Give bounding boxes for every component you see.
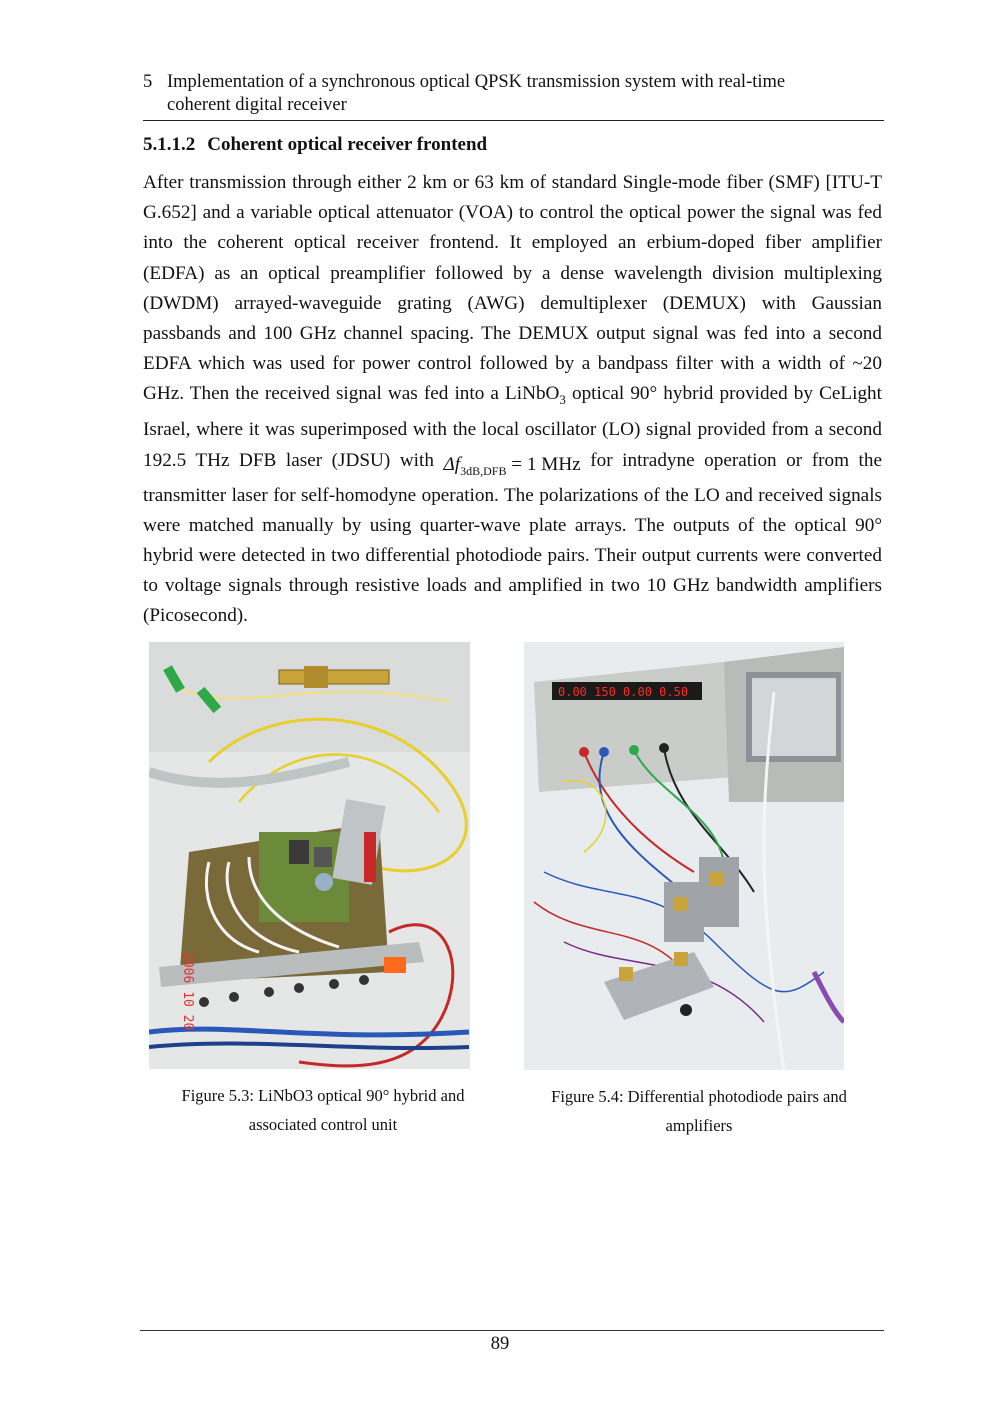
footer-rule xyxy=(140,1330,884,1331)
running-head xyxy=(143,71,883,117)
supply-display-readout: 0.00 150 0.00 0.50 xyxy=(558,685,689,699)
linewidth-formula xyxy=(443,455,580,481)
figure-5-4 xyxy=(524,642,844,1070)
formula-rhs: = 1 MHz xyxy=(506,453,581,475)
section-heading xyxy=(143,134,487,156)
formula-subscript: 3dB,DFB xyxy=(460,463,507,478)
figure-5-3-caption xyxy=(149,1081,497,1139)
running-head-title-line1: Implementation of a synchronous optical QPSK transmission system with real-time xyxy=(167,72,786,92)
body-text-part3: for intradyne operation or from the transmitter laser for self-homodyne operation. The polarizations of the LO and received signals were matched manually by using quarter-wave plate arrays. The outputs of the optical 90° hybrid were detected in two differential photodiode pairs. Their output currents were converted to voltage signals through resistive loads and amplified in two 10 GHz bandwidth amplifiers (Picosecond). xyxy=(143,449,882,627)
figure-5-4-caption-line2: amplifiers xyxy=(665,1116,733,1135)
figure-5-3-caption-line1: Figure 5.3: LiNbO3 optical 90° hybrid and xyxy=(181,1086,465,1105)
figure-5-3-caption-line2: associated control unit xyxy=(248,1115,398,1134)
formula-delta: Δ xyxy=(443,453,455,475)
chapter-number: 5 xyxy=(143,72,153,92)
figure-5-4-caption-line1: Figure 5.4: Differential photodiode pairs and xyxy=(551,1087,847,1106)
body-paragraph xyxy=(143,168,882,632)
section-title: Coherent optical receiver frontend xyxy=(207,134,488,155)
subscript-3: 3 xyxy=(559,392,566,408)
formula-symbol: f xyxy=(454,453,461,475)
figure-5-3 xyxy=(149,642,470,1069)
body-text-part1: After transmission through either 2 km or 63 km of standard Single-mode fiber (SMF) [ITU-T G.652] and a variable optical attenuator (VOA) to control the optical power the signal was fed into the coherent optical receiver frontend. It employed an erbium-doped fiber amplifier (EDFA) as an optical preamplifier followed by a dense wavelength division multiplexing (DWDM) arrayed-waveguide grating (AWG) demultiplexer (DEMUX) with Gaussian passbands and 100 GHz channel spacing. The DEMUX output signal was fed into a second EDFA which was used for power control followed by a bandpass filter with a width of ~20 GHz. Then the received signal was fed into a LiNbO xyxy=(143,172,882,405)
page-number: 89 xyxy=(490,1334,510,1354)
header-rule xyxy=(143,120,884,121)
running-head-title-line2: coherent digital receiver xyxy=(167,95,347,115)
body-text-part2: optical 90° hybrid provided by CeLight Israel, where it was superimposed with the local oscillator (LO) signal provided from a second 192.5 THz DFB laser (JDSU) with xyxy=(143,383,882,471)
figure-5-4-caption xyxy=(524,1082,874,1140)
section-number: 5.1.1.2 xyxy=(143,134,196,155)
hybrid-control-unit-photo xyxy=(149,642,470,1069)
photodiode-amplifier-photo xyxy=(524,642,844,1070)
photo-date-stamp: 2006 10 20 xyxy=(180,952,195,1031)
